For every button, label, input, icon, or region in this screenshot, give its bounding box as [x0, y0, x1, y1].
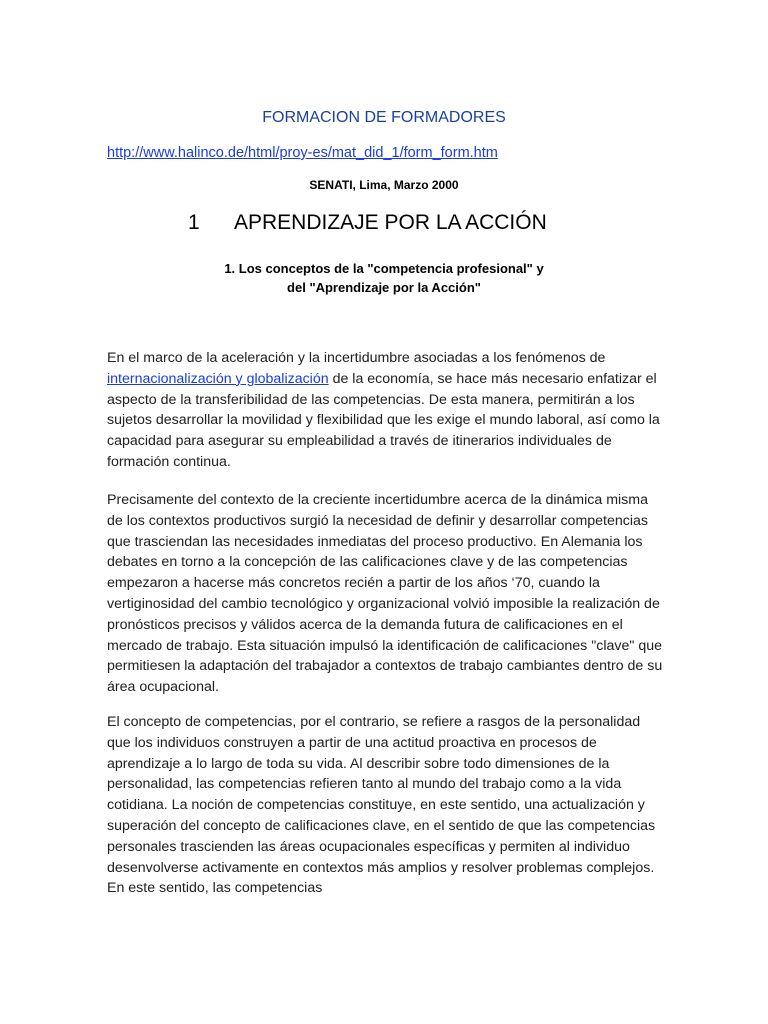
subheading-line-2: del "Aprendizaje por la Acción": [287, 280, 481, 295]
paragraph-2-text: Precisamente del contexto de la creciente incertidumbre acerca de la dinámica misma de los contextos productivos surgió la necesidad de definir y desarrollar competencias que trasciendan las necesidades inmediatas del proceso productivo. En Alemania los debates en torno a la concepción de las calificaciones clave y de las competencias empezaron a hacerse más concretos recién a partir de los años ‘70, cuando la vertiginosidad del cambio tecnológico y organizacional volvió imposible la realización de pronósticos precisos y válidos acerca de la demanda futura de calificaciones en el mercado de trabajo. Esta situación impulsó la identificación de calificaciones "clave" que permitiesen la adaptación del trabajador a contextos de trabajo cambiantes dentro de su área ocupacional.: [107, 492, 663, 696]
internacionalizacion-link[interactable]: internacionalización y globalización: [107, 370, 329, 387]
paragraph-2: [107, 490, 667, 698]
paragraph-3: [107, 712, 667, 899]
subheading-line-1: 1. Los conceptos de la "competencia profesional" y: [224, 261, 544, 276]
paragraph-1-text-end: de la economía, se hace más necesario enfatizar el aspecto de la transferibilidad de las competencias. De esta manera, permitirán a los sujetos desarrollar la movilidad y flexibilidad que les exige el mundo laboral, así como la capacidad para asegurar su empleabilidad a través de itinerarios individuales de formación continua.: [107, 370, 660, 470]
institution-date-line: SENATI, Lima, Marzo 2000: [309, 178, 459, 192]
section-heading: [188, 209, 547, 237]
subsection-heading: [0, 259, 768, 297]
section-number: 1: [188, 211, 200, 234]
paragraph-3-text: El concepto de competencias, por el contrario, se refiere a rasgos de la personalidad que los individuos construyen a partir de una actitud proactiva en procesos de aprendizaje a lo largo de toda su vida. Al describir sobre todo dimensiones de la personalidad, las competencias refieren tanto al mundo del trabajo como a la vida cotidiana. La noción de competencias constituye, en este sentido, una actualización y superación del concepto de calificaciones clave, en el sentido de que las competencias personales trascienden las áreas ocupacionales específicas y permiten al individuo desenvolverse activamente en contextos más amplios y resolver problemas complejos. En este sentido, las competencias: [107, 714, 656, 897]
paragraph-1: [107, 348, 667, 473]
source-url-link[interactable]: http://www.halinco.de/html/proy-es/mat_did_1/form_form.htm: [107, 145, 498, 161]
section-title: APRENDIZAJE POR LA ACCIÓN: [234, 211, 547, 234]
paragraph-1-text-start: En el marco de la aceleración y la incertidumbre asociadas a los fenómenos de: [107, 350, 606, 366]
document-title: FORMACION DE FORMADORES: [262, 109, 506, 126]
